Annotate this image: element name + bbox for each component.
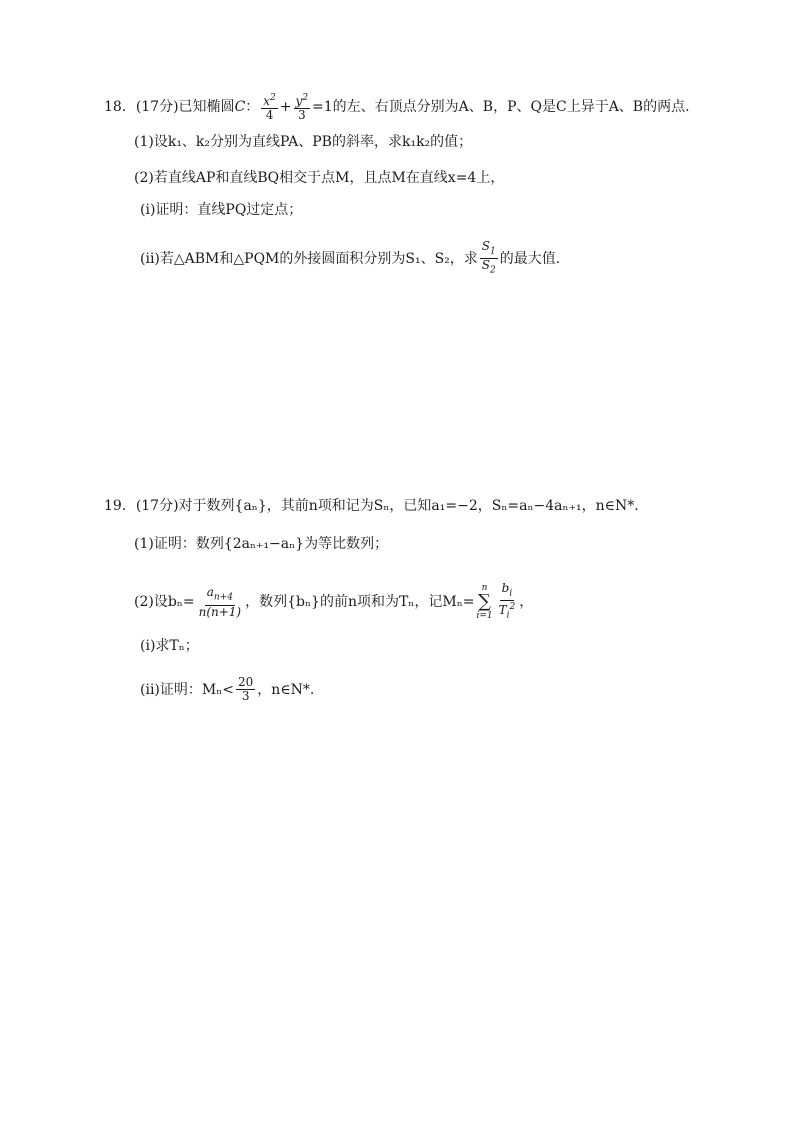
q18-frac-s: $\frac{S_1}{S_2}$ <box>481 239 496 276</box>
q18-part2-ii <box>140 240 560 278</box>
q18-label: 18．(17分)已知椭圆 <box>104 99 235 115</box>
q18-colon: ： <box>245 99 260 115</box>
q19-sum-symbol: n ∑ i=1 <box>476 583 493 622</box>
q19-part2-b: ，数列{bₙ}的前n项和为Tₙ，记Mₙ= <box>245 594 475 611</box>
q19-part2-i: (i)求Tₙ； <box>140 638 199 654</box>
q19-frac-20-3: $\frac{20}{3}$ <box>238 675 254 703</box>
q19-stem: 19．(17分)对于数列{aₙ}，其前n项和记为Sₙ，已知a₁=−2，Sₙ=aₙ−4aₙ₊₁，n∈N*. <box>104 498 639 514</box>
q19-part2-ii-a: (ii)证明：Mₙ< <box>140 681 235 698</box>
q18-curve: C <box>234 99 246 115</box>
q18-tail: =1的左、右顶点分别为A、B，P、Q是C上异于A、B的两点. <box>312 99 690 115</box>
q19-part2-ii <box>140 676 314 703</box>
q18-part2-ii-a: (ii)若△ABM和△PQM的外接圆面积分别为S₁、S₂，求 <box>140 250 478 267</box>
q19-frac-m: $\frac{b_i}{T_i^2}$ <box>498 581 516 621</box>
q18-part2: (2)若直线AP和直线BQ相交于点M，且点M在直线x=4上， <box>134 170 505 186</box>
q18-part1: (1)设k₁、k₂分别为直线PA、PB的斜率，求k₁k₂的值； <box>134 134 473 150</box>
q18-frac-x: $\frac{x^2}{4}$ <box>263 93 276 122</box>
q18-part2-ii-b: 的最大值. <box>499 250 561 267</box>
q19-part1: (1)证明：数列{2aₙ₊₁−aₙ}为等比数列； <box>134 536 389 552</box>
q19-part2-c: ， <box>519 594 534 611</box>
q18-frac-y: $\frac{y^2}{3}$ <box>295 93 309 122</box>
q19-part2 <box>134 582 533 623</box>
q19-frac-b: $\frac{a_{n+4}}{n(n+1)}$ <box>198 585 242 619</box>
q18-part2-i: (i)证明：直线PQ过定点； <box>140 202 303 218</box>
q19-part2-ii-b: ，n∈N*. <box>257 681 315 698</box>
q18-stem: 18．(17分)已知椭圆 C ： $\frac{x^2}{4}$ + $\frac{y^2}{3}$ =1的左、右顶点分别为A、B，P、Q是C上异于A、B的两点. <box>104 93 690 122</box>
q19-part2-a: (2)设bₙ= <box>134 594 195 611</box>
